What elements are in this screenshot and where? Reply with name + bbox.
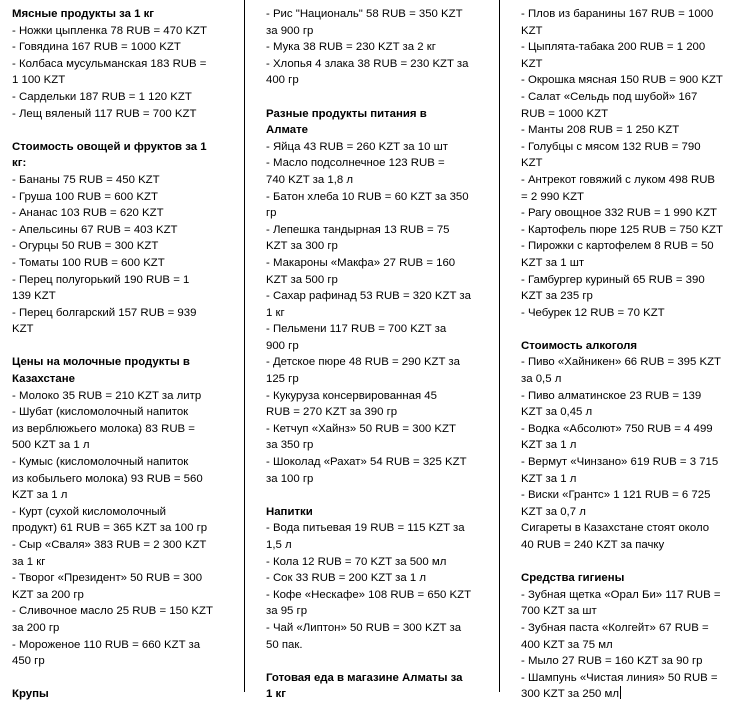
text-line xyxy=(12,454,234,471)
text-line xyxy=(266,620,490,637)
line-text: KZT за 235 гр xyxy=(521,290,593,303)
text-line xyxy=(12,388,234,405)
line-text: 1,5 л xyxy=(266,539,292,551)
text-line xyxy=(521,106,743,123)
text-line xyxy=(12,437,234,454)
text-line xyxy=(521,653,743,670)
text-line xyxy=(266,155,490,172)
text-line xyxy=(521,471,743,488)
text-line xyxy=(12,404,234,421)
section-heading xyxy=(521,570,743,587)
text-line xyxy=(12,205,234,222)
section-heading xyxy=(266,106,490,123)
line-text: 50 пак. xyxy=(266,638,303,651)
line-text: - Кукуруза консервированная 45 xyxy=(266,389,437,402)
heading-text: Напитки xyxy=(266,505,313,518)
text-line xyxy=(12,255,234,272)
text-line xyxy=(266,421,490,438)
line-text: - Окрошка мясная 150 RUB = 900 KZT xyxy=(521,74,723,87)
line-text: - Виски «Грантс» 1 121 RUB = 6 725 xyxy=(521,489,711,502)
text-line xyxy=(12,172,234,189)
line-text: из кобыльего молока) 93 RUB = 560 xyxy=(12,472,203,485)
heading-text: Стоимость алкоголя xyxy=(521,339,638,352)
line-text: - Зубная щетка «Орал Би» 117 RUB = xyxy=(521,588,721,601)
text-line xyxy=(521,537,743,554)
text-line xyxy=(521,686,743,703)
text-line xyxy=(12,620,234,637)
blank-line xyxy=(521,554,743,571)
line-text: 400 KZT за 75 мл xyxy=(521,638,613,651)
text-line xyxy=(521,139,743,156)
line-text: - Ножки цыпленка 78 RUB = 470 KZT xyxy=(12,24,207,37)
section-heading xyxy=(266,670,490,687)
text-line xyxy=(521,255,743,272)
line-text: за 100 гр xyxy=(266,472,314,485)
line-text: - Чай «Липтон» 50 RUB = 300 KZT за xyxy=(266,621,462,634)
line-text: 500 KZT за 1 л xyxy=(12,439,90,452)
text-line xyxy=(12,89,234,106)
text-line xyxy=(12,520,234,537)
line-text: Сигареты в Казахстане стоят около xyxy=(521,522,710,535)
line-text: за 350 гр xyxy=(266,439,314,452)
heading-text: Разные продукты питания в xyxy=(266,107,427,120)
text-line xyxy=(521,205,743,222)
text-line xyxy=(521,122,743,139)
line-text: - Молоко 35 RUB = 210 KZT за литр xyxy=(12,389,202,402)
text-line xyxy=(266,554,490,571)
line-text: 400 гр xyxy=(266,74,299,87)
text-line xyxy=(12,471,234,488)
line-text: - Сардельки 187 RUB = 1 120 KZT xyxy=(12,90,192,103)
line-text: - Гамбургер куриный 65 RUB = 390 xyxy=(521,273,705,286)
text-line xyxy=(521,454,743,471)
line-text: KZT за 1 л xyxy=(12,489,68,502)
line-text: - Перец болгарский 157 RUB = 939 xyxy=(12,306,197,319)
text-line xyxy=(12,106,234,123)
text-line xyxy=(521,288,743,305)
text-line xyxy=(12,637,234,654)
text-line xyxy=(521,39,743,56)
text-line xyxy=(266,338,490,355)
line-text: - Творог «Президент» 50 RUB = 300 xyxy=(12,572,203,585)
blank-line xyxy=(12,338,234,355)
text-line xyxy=(521,272,743,289)
line-text: KZT за 1 шт xyxy=(521,256,585,269)
line-text: 1 кг xyxy=(266,306,285,319)
text-line xyxy=(266,272,490,289)
text-line xyxy=(12,189,234,206)
line-text: - Ананас 103 RUB = 620 KZT xyxy=(12,207,164,220)
heading-text: Готовая еда в магазине Алматы за xyxy=(266,671,463,684)
blank-line xyxy=(12,122,234,139)
text-line xyxy=(12,272,234,289)
heading-text: 1 кг xyxy=(266,688,286,701)
text-line xyxy=(266,454,490,471)
line-text: - Кола 12 RUB = 70 KZT за 500 мл xyxy=(266,555,447,568)
line-text: KZT xyxy=(12,323,34,336)
line-text: - Мыло 27 RUB = 160 KZT за 90 гр xyxy=(521,655,703,668)
text-line xyxy=(266,172,490,189)
text-line xyxy=(521,437,743,454)
text-line xyxy=(266,288,490,305)
text-line xyxy=(12,288,234,305)
blank-line xyxy=(266,487,490,504)
heading-text: Средства гигиены xyxy=(521,572,625,585)
text-line xyxy=(521,155,743,172)
text-line xyxy=(12,222,234,239)
blank-line xyxy=(266,89,490,106)
line-text: KZT за 300 гр xyxy=(266,240,338,253)
text-line xyxy=(521,172,743,189)
heading-text: Цены на молочные продукты в xyxy=(12,356,190,369)
text-line xyxy=(12,72,234,89)
line-text: - Водка «Абсолют» 750 RUB = 4 499 xyxy=(521,422,713,435)
text-line xyxy=(266,570,490,587)
text-line xyxy=(521,404,743,421)
line-text: - Вода питьевая 19 RUB = 115 KZT за xyxy=(266,522,465,535)
section-heading xyxy=(12,139,234,156)
section-heading xyxy=(266,686,490,703)
text-line xyxy=(266,637,490,654)
section-heading xyxy=(266,504,490,521)
text-line xyxy=(521,670,743,687)
section-heading xyxy=(521,338,743,355)
line-text: гр xyxy=(266,207,277,220)
text-line xyxy=(266,39,490,56)
text-line xyxy=(521,89,743,106)
heading-text: Алмате xyxy=(266,124,308,137)
line-text: - Шоколад «Рахат» 54 RUB = 325 KZT xyxy=(266,456,467,469)
line-text: KZT xyxy=(521,24,543,37)
text-line xyxy=(521,238,743,255)
line-text: - Плов из баранины 167 RUB = 1000 xyxy=(521,8,714,20)
text-line xyxy=(266,354,490,371)
line-text: - Мороженое 110 RUB = 660 KZT за xyxy=(12,638,201,651)
text-line xyxy=(12,537,234,554)
line-text: KZT за 0,7 л xyxy=(521,505,586,518)
line-text: - Масло подсолнечное 123 RUB = xyxy=(266,157,445,170)
line-text: за 900 гр xyxy=(266,24,314,37)
text-line xyxy=(266,587,490,604)
line-text: из верблюжьего молока) 83 RUB = xyxy=(12,422,195,435)
text-line xyxy=(521,305,743,322)
line-text: - Пельмени 117 RUB = 700 KZT за xyxy=(266,323,447,336)
text-line xyxy=(521,603,743,620)
heading-text: Казахстане xyxy=(12,373,75,386)
text-line xyxy=(266,56,490,73)
text-line xyxy=(266,205,490,222)
line-text: - Перец полугорький 190 RUB = 1 xyxy=(12,273,190,286)
text-line xyxy=(521,222,743,239)
text-line xyxy=(266,189,490,206)
heading-text: Мясные продукты за 1 кг xyxy=(12,8,155,20)
line-text: - Огурцы 50 RUB = 300 KZT xyxy=(12,240,159,253)
line-text: - Хлопья 4 злака 38 RUB = 230 KZT за xyxy=(266,57,469,70)
text-line xyxy=(521,637,743,654)
text-column-3 xyxy=(521,6,743,703)
text-line xyxy=(521,72,743,89)
text-line xyxy=(12,587,234,604)
text-line xyxy=(266,603,490,620)
blank-line xyxy=(521,321,743,338)
line-text: 125 гр xyxy=(266,373,299,386)
line-text: RUB = 270 KZT за 390 гр xyxy=(266,406,398,419)
text-line xyxy=(12,39,234,56)
line-text: за 200 гр xyxy=(12,621,60,634)
text-line xyxy=(12,603,234,620)
heading-text: кг: xyxy=(12,157,27,170)
line-text: - Вермут «Чинзано» 619 RUB = 3 715 xyxy=(521,456,719,469)
section-heading xyxy=(266,122,490,139)
text-line xyxy=(12,23,234,40)
text-line xyxy=(266,6,490,23)
line-text: - Макароны «Макфа» 27 RUB = 160 xyxy=(266,256,456,269)
line-text: - Цыплята-табака 200 RUB = 1 200 xyxy=(521,41,706,54)
line-text: - Картофель пюре 125 RUB = 750 KZT xyxy=(521,223,723,236)
line-text: - Мука 38 RUB = 230 KZT за 2 кг xyxy=(266,41,436,54)
section-heading xyxy=(12,6,234,23)
text-line xyxy=(521,354,743,371)
line-text: KZT xyxy=(521,157,543,170)
line-text: - Груша 100 RUB = 600 KZT xyxy=(12,190,158,203)
text-line xyxy=(12,570,234,587)
line-text: KZT за 1 л xyxy=(521,472,577,485)
text-column-1 xyxy=(12,6,234,703)
line-text: KZT за 200 гр xyxy=(12,588,84,601)
line-text: - Манты 208 RUB = 1 250 KZT xyxy=(521,124,680,137)
line-text: - Яйца 43 RUB = 260 KZT за 10 шт xyxy=(266,140,448,153)
line-text: - Пиво алматинское 23 RUB = 139 xyxy=(521,389,702,402)
line-text: за 0,5 л xyxy=(521,373,562,386)
line-text: KZT за 1 л xyxy=(521,439,577,452)
line-text: - Курт (сухой кисломолочный xyxy=(12,505,166,518)
heading-text: Стоимость овощей и фруктов за 1 xyxy=(12,140,207,153)
text-line xyxy=(266,139,490,156)
text-line xyxy=(521,421,743,438)
text-line xyxy=(521,587,743,604)
line-text: KZT за 0,45 л xyxy=(521,406,593,419)
text-line xyxy=(521,56,743,73)
line-text: за 1 кг xyxy=(12,555,46,568)
line-text: - Голубцы с мясом 132 RUB = 790 xyxy=(521,140,701,153)
text-line xyxy=(521,520,743,537)
line-text: - Рагу овощное 332 RUB = 1 990 KZT xyxy=(521,207,717,220)
line-text: - Сливочное масло 25 RUB = 150 KZT xyxy=(12,605,213,618)
line-text: - Антрекот говяжий с луком 498 RUB xyxy=(521,173,716,186)
line-text: 40 RUB = 240 KZT за пачку xyxy=(521,539,665,551)
text-line xyxy=(521,388,743,405)
line-text: - Говядина 167 RUB = 1000 KZT xyxy=(12,41,181,54)
text-line xyxy=(12,238,234,255)
line-text: 700 KZT за шт xyxy=(521,605,597,618)
line-text: - Шампунь «Чистая линия» 50 RUB = xyxy=(521,671,718,684)
line-text: - Пиво «Хайникен» 66 RUB = 395 KZT xyxy=(521,356,721,369)
line-text: - Сок 33 RUB = 200 KZT за 1 л xyxy=(266,572,427,585)
text-line xyxy=(521,504,743,521)
line-text: продукт) 61 RUB = 365 KZT за 100 гр xyxy=(12,522,208,535)
text-line xyxy=(266,305,490,322)
line-text: - Лещ вяленый 117 RUB = 700 KZT xyxy=(12,107,197,120)
text-line xyxy=(521,6,743,23)
blank-line xyxy=(12,670,234,687)
line-text: - Колбаса мусульманская 183 RUB = xyxy=(12,57,207,70)
text-cursor xyxy=(620,686,621,699)
line-text: 740 KZT за 1,8 л xyxy=(266,173,354,186)
line-text: 900 гр xyxy=(266,339,299,352)
text-line xyxy=(266,23,490,40)
text-line xyxy=(266,255,490,272)
section-heading xyxy=(12,686,234,703)
line-text: - Детское пюре 48 RUB = 290 KZT за xyxy=(266,356,460,369)
line-text: - Сахар рафинад 53 RUB = 320 KZT за xyxy=(266,290,471,303)
line-text: - Кетчуп «Хайнз» 50 RUB = 300 KZT xyxy=(266,422,456,435)
text-line xyxy=(266,537,490,554)
line-text: - Салат «Сельдь под шубой» 167 xyxy=(521,90,698,103)
column-divider xyxy=(244,0,245,692)
line-text: - Рис "Националь" 58 RUB = 350 KZT xyxy=(266,8,463,20)
blank-line xyxy=(266,653,490,670)
line-text: - Бананы 75 RUB = 450 KZT xyxy=(12,173,160,186)
section-heading xyxy=(12,155,234,172)
text-line xyxy=(521,371,743,388)
text-line xyxy=(12,321,234,338)
line-text: RUB = 1000 KZT xyxy=(521,107,609,120)
line-text: - Зубная паста «Колгейт» 67 RUB = xyxy=(521,621,709,634)
text-line xyxy=(521,23,743,40)
text-line xyxy=(12,421,234,438)
text-line xyxy=(521,620,743,637)
line-text: 450 гр xyxy=(12,655,45,668)
line-text: - Чебурек 12 RUB = 70 KZT xyxy=(521,306,665,319)
text-line xyxy=(12,56,234,73)
section-heading xyxy=(12,354,234,371)
line-text: - Апельсины 67 RUB = 403 KZT xyxy=(12,223,178,236)
text-line xyxy=(266,437,490,454)
text-line xyxy=(266,371,490,388)
text-line xyxy=(266,471,490,488)
text-line xyxy=(521,189,743,206)
text-line xyxy=(266,404,490,421)
line-text: 300 KZT за 250 мл xyxy=(521,688,620,701)
line-text: - Сыр «Сваля» 383 RUB = 2 300 KZT xyxy=(12,539,207,551)
text-line xyxy=(12,653,234,670)
text-line xyxy=(521,487,743,504)
line-text: - Пирожки с картофелем 8 RUB = 50 xyxy=(521,240,714,253)
text-line xyxy=(266,222,490,239)
text-line xyxy=(266,520,490,537)
line-text: = 2 990 KZT xyxy=(521,190,584,203)
line-text: - Томаты 100 RUB = 600 KZT xyxy=(12,256,165,269)
text-line xyxy=(266,238,490,255)
heading-text: Крупы xyxy=(12,688,49,701)
text-line xyxy=(12,305,234,322)
text-line xyxy=(12,554,234,571)
text-line xyxy=(12,504,234,521)
line-text: - Кумыс (кисломолочный напиток xyxy=(12,456,189,469)
line-text: - Лепешка тандырная 13 RUB = 75 xyxy=(266,223,450,236)
text-line xyxy=(12,487,234,504)
line-text: - Шубат (кисломолочный напиток xyxy=(12,406,189,419)
line-text: KZT за 500 гр xyxy=(266,273,338,286)
text-line xyxy=(266,321,490,338)
line-text: 1 100 KZT xyxy=(12,74,66,87)
text-line xyxy=(266,388,490,405)
text-column-2 xyxy=(266,6,490,703)
line-text: - Батон хлеба 10 RUB = 60 KZT за 350 xyxy=(266,190,469,203)
line-text: 139 KZT xyxy=(12,290,56,303)
line-text: за 95 гр xyxy=(266,605,308,618)
section-heading xyxy=(12,371,234,388)
column-divider xyxy=(499,0,500,692)
line-text: - Кофе «Нескафе» 108 RUB = 650 KZT xyxy=(266,588,472,601)
line-text: KZT xyxy=(521,57,543,70)
text-line xyxy=(266,72,490,89)
